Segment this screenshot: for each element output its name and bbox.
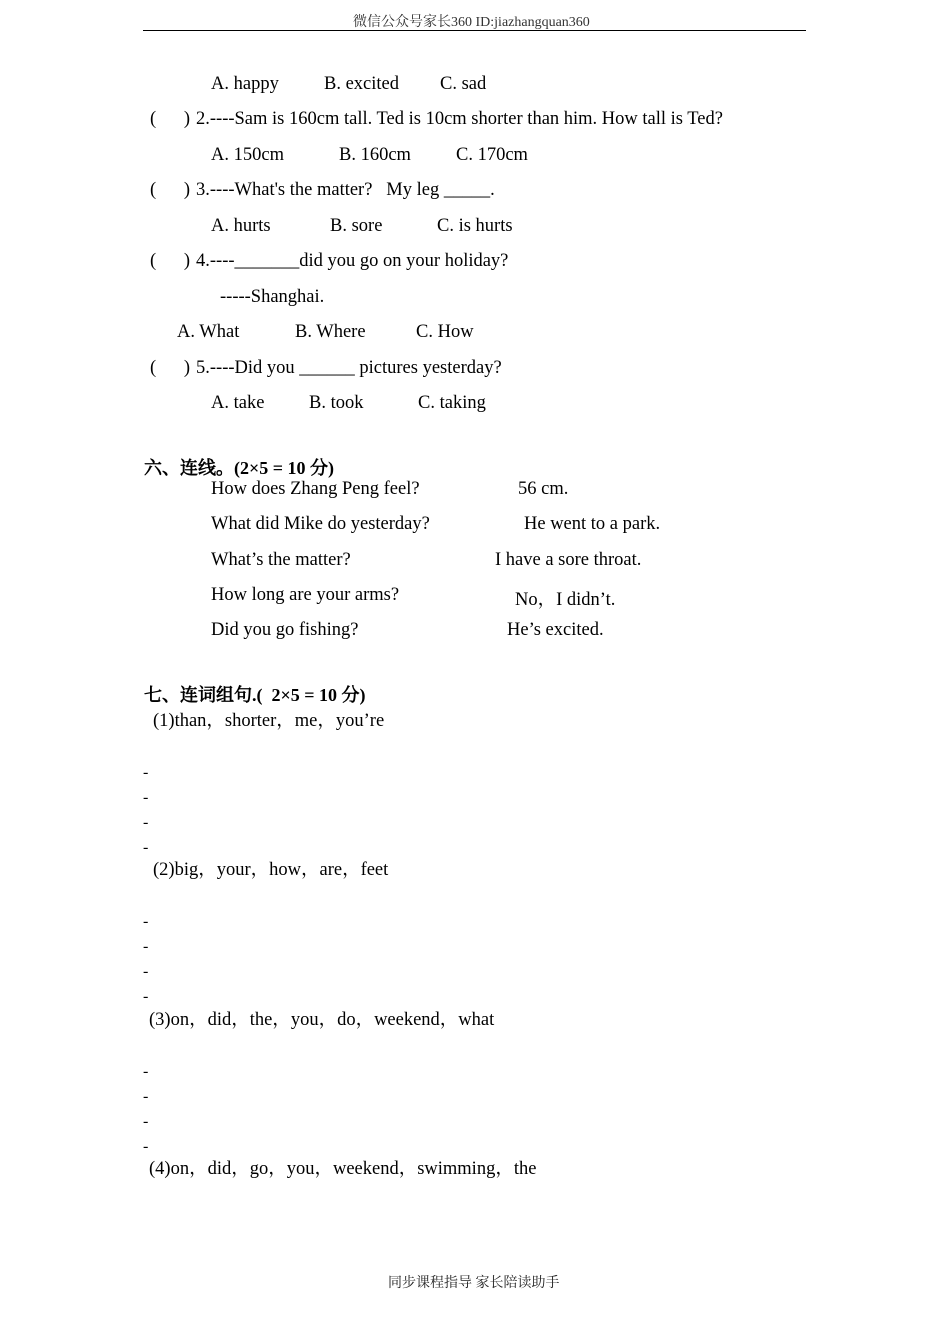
q2-option-a: A. 150cm — [211, 145, 284, 165]
q5-option-a: A. take — [211, 393, 265, 413]
q3-option-a: A. hurts — [211, 216, 271, 236]
q4-option-b: B. Where — [295, 322, 366, 342]
answer-line-dash: - — [143, 814, 149, 831]
answer-line-dash: - — [143, 839, 149, 856]
q3-option-b: B. sore — [330, 216, 383, 236]
q5-text: 5.----Did you ______ pictures yesterday? — [196, 358, 502, 378]
q1-option-c: C. sad — [440, 74, 487, 94]
answer-line-dash: - — [143, 963, 149, 980]
q4-option-a: A. What — [177, 322, 240, 342]
answer-line-dash: - — [143, 1063, 149, 1080]
q4-bracket: ( ) — [150, 251, 191, 271]
q5-option-b: B. took — [309, 393, 364, 413]
match-right-4: No，I didn’t. — [515, 590, 616, 610]
q3-option-c: C. is hurts — [437, 216, 513, 236]
q5-option-c: C. taking — [418, 393, 486, 413]
answer-line-dash: - — [143, 789, 149, 806]
q5-bracket: ( ) — [150, 358, 191, 378]
q4-option-c: C. How — [416, 322, 474, 342]
q1-option-b: B. excited — [324, 74, 400, 94]
q2-bracket: ( ) — [150, 109, 191, 129]
sentence-item-4: (4)on，did，go，you，weekend，swimming，the — [149, 1159, 537, 1179]
answer-line-dash: - — [143, 938, 149, 955]
sentence-item-3: (3)on，did，the，you，do，weekend，what — [149, 1010, 495, 1030]
answer-line-dash: - — [143, 913, 149, 930]
match-right-5: He’s excited. — [507, 620, 604, 640]
q2-text: 2.----Sam is 160cm tall. Ted is 10cm shorter than him. How tall is Ted? — [196, 109, 723, 129]
answer-line-dash: - — [143, 1113, 149, 1130]
q1-option-a: A. happy — [211, 74, 279, 94]
match-right-2: He went to a park. — [524, 514, 661, 534]
sentence-item-2: (2)big，your，how，are，feet — [153, 860, 389, 880]
answer-line-dash: - — [143, 1138, 149, 1155]
q3-bracket: ( ) — [150, 180, 191, 200]
q2-option-b: B. 160cm — [339, 145, 411, 165]
q3-text: 3.----What's the matter? My leg _____. — [196, 180, 495, 200]
match-right-3: I have a sore throat. — [495, 550, 642, 570]
q2-option-c: C. 170cm — [456, 145, 528, 165]
match-right-1: 56 cm. — [518, 479, 569, 499]
section6-title: 六、连线。(2×5 = 10 分) — [144, 458, 335, 478]
sentence-item-1: (1)than，shorter，me，you’re — [153, 711, 385, 731]
match-left-3: What’s the matter? — [211, 550, 351, 570]
q4-answer-line: -----Shanghai. — [220, 287, 325, 307]
section7-title: 七、连词组句.( 2×5 = 10 分) — [144, 685, 366, 705]
page-footer: 同步课程指导 家长陪读助手 — [388, 1276, 560, 1291]
match-left-5: Did you go fishing? — [211, 620, 359, 640]
match-left-4: How long are your arms? — [211, 585, 400, 605]
match-left-2: What did Mike do yesterday? — [211, 514, 430, 534]
q4-text: 4.----_______did you go on your holiday? — [196, 251, 509, 271]
header-rule — [143, 30, 806, 31]
answer-line-dash: - — [143, 764, 149, 781]
answer-line-dash: - — [143, 1088, 149, 1105]
answer-line-dash: - — [143, 988, 149, 1005]
match-left-1: How does Zhang Peng feel? — [211, 479, 420, 499]
page-header: 微信公众号家长360 ID:jiazhangquan360 — [353, 15, 590, 30]
